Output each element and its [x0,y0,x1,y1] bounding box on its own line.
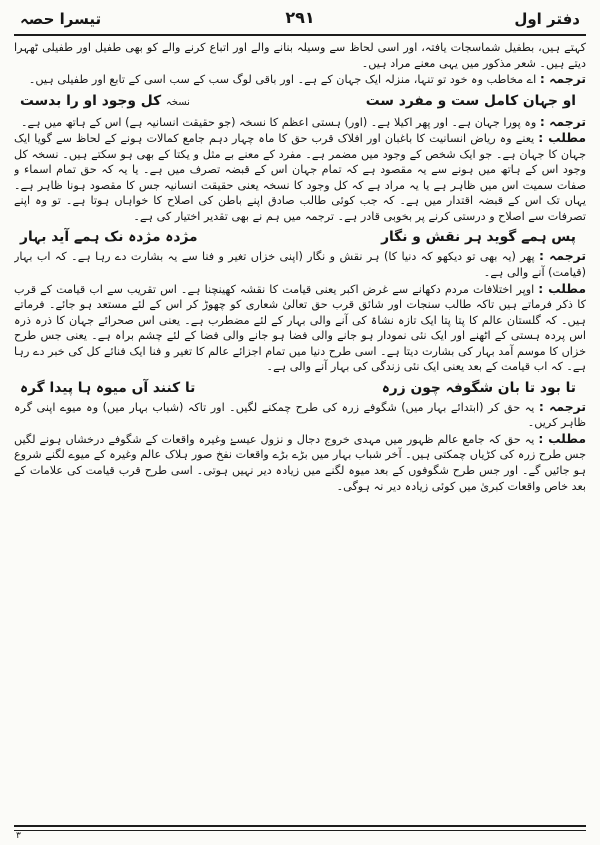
verse-first-hemistich: تا بود تا بان شگوفہ چون زرہ [381,379,576,396]
header-divider [14,34,586,36]
verse-second-text: مژدہ مژدہ نک ہمے آید بہار [20,229,198,246]
verse-second-hemistich [20,378,195,398]
commentary-paragraph [14,71,586,88]
verse-variant-note: نسخہ [165,96,190,108]
commentary-paragraph [14,399,586,431]
paragraph-text: یہ حق کہ جامع عالم ظہور میں مہدی خروج دجال و نزول عیسےٰ وغیرہ واقعات کے شگوفے درخشاں ہونے لگیں جس طرح زرہ کی کڑیاں چمکتی ہیں۔ آخر شباب بہار میں بڑے بڑے واقعات نفخ صور ہلاک عالم وغیرہ کے میوے لگنے شروع ہو جائیں گے۔ اور جس طرح شگوفوں کے بعد میوہ لگنے میں زیادہ دیر نہیں ہوتی۔ اسی طرح قرب قیامت کی علامات کے بعد خاص واقعات کبریٰ میں کوئی زیادہ دیر نہ ہوگی۔ [14,432,586,493]
paragraph-text: اوپر اختلافات مردم دکھانے سے غرض اکبر یعنی قیامت کا نقشہ کھینچنا ہے۔ اس تقریب سے اب قیامت کے قرب کا ذکر فرماتے ہیں تاکہ طالب سنجات اور شائق قرب حق تعالیٰ شعاری کو چھوڑ کر اس کے لئے مستعد ہو جائے۔ فرماتے ہیں۔ کہ گلستان عالم کا پتا پتا ایک تازہ نشاۃ کی آنے والی بہار کے لئے مضطرب ہے۔ یعنی اس صحرائے جہان کا ذرہ ذرہ اس پردہ ہستی کے اٹھنے اور ایک نئی نمودار ہو جانے والی فضا ہو جانے والی فضا کے لئے چشم براہ ہے۔ یعنی جس طرح خزاں کا موسم آمد بہار کی بشارت دیتا ہے۔ اسی طرح دنیا میں تمام اجزائے عالم کا تغیر و فنا ایک فنائے کل کی خبر دے رہا ہے۔ کہ اب قیامت کے بعد یعنی ایک نئی زندگی کی بہار آنے والی ہے۔ [14,282,586,374]
verse-second-text: کل وجود او را بدست [20,92,162,109]
verse-couplet [14,378,586,398]
section-title: تیسرا حصہ [20,10,102,28]
paragraph-text: وہ پورا جہان ہے۔ اور پھر اکیلا ہے۔ (اور) ہستی اعظم کا نسخہ (جو حقیقت انسانیہ ہے) اس کے ہاتھ میں ہے۔ [20,115,537,129]
paragraph-label: ترجمہ : [539,71,586,87]
paragraph-label: مطلب : [538,430,586,446]
verse-second-hemistich [20,91,194,113]
commentary-paragraph [14,114,586,131]
paragraph-label: ترجمہ : [539,248,586,264]
paragraph-label: مطلب : [538,130,586,146]
intro-paragraph [14,40,586,71]
page-number: ۲۹۱ [285,8,315,27]
footer-mark: ۳ [16,831,21,841]
paragraph-label: مطلب : [538,280,586,296]
commentary-paragraph [14,130,586,224]
verse-first-hemistich: پس ہمے گوید ہر نقش و نگار [381,229,576,246]
page-header [14,8,586,32]
page-footer [14,827,586,841]
paragraph-text: اے مخاطب وہ خود تو تنہا، منزلہ ایک جہان کے ہے۔ اور باقی لوگ سب کے سب اسی کے تابع اور طفیلی ہیں۔ [28,73,537,87]
verse-second-hemistich [20,227,198,247]
book-title: دفتر اول [514,10,580,28]
page-body [14,40,586,823]
commentary-paragraph [14,431,586,494]
book-page [14,0,586,845]
paragraph-text: یعنے وہ ریاض انسانیت کا باغبان اور افلاک قرب حق کا ماہ چہار دہم جامع کمالات ہونے کے لحاظ سے گویا ایک جہان کا جہان ہے۔ جو ایک شخص کے وجود میں مضمر ہے۔ مفرد کے معنے بے مثل و یکتا کے بھی ہو سکتے ہیں۔ نسخہ کل وجود اس کے ہاتھ میں ہونے سے یہ مقصود ہے کہ تمام جہان اس کے قبضہ تصرف میں ہے۔ یا یہ کہ حق تمام اسماء و صفات سمیت اس میں ظاہر ہے یا یہ مراد ہے کہ کل وجود کا نسخہ یعنی حقیقت انسانیہ جس کا مقصود ہونا ظاہر ہے۔ یہاں تک اس کے قبضہ اقتدار میں ہے۔ کہ جب کوئی طالب صادق اپنے باطن کی اصلاح کا خواہاں ہوتا ہے۔ تو وہ اپنے تصرفات سے اصلاح و درستی کرنے پر بخوبی قادر ہے۔ ترجمہ میں ہم نے بھی تقدیر اختیار کی ہے۔ [14,132,586,223]
commentary-paragraph [14,248,586,280]
verse-first-hemistich: او جہان کامل ست و مفرد ست [365,92,576,109]
commentary-paragraph [14,281,586,375]
paragraph-text: پھر (یہ بھی تو دیکھو کہ دنیا کا) ہر نقش و نگار (اپنی خزاں تغیر و فنا سے یہ بشارت دے رہا ہے۔ کہ اب بہار (قیامت) آنے والی ہے۔ [14,250,586,280]
paragraph-label: ترجمہ : [539,113,586,129]
verse-couplet [14,91,586,113]
verse-couplet [14,227,586,247]
verse-second-text: تا کنند آں میوہ ہا پیدا گرہ [20,379,196,396]
paragraph-text: کہتے ہیں، بطفیل شماسجات یافتہ، اور اسی لحاظ سے وسیلہ بنانے والے اور اتباع کرنے والے کو بھی طفیل اور طفیلی ٹھہرا دیتے ہیں۔ شعر مذکور میں یہی معنے مراد ہیں۔ [14,41,586,70]
paragraph-text: یہ حق کر (ابتدائے بہار میں) شگوفے زرہ کی طرح چمکنے لگیں۔ اور تاکہ (شباب بہار میں) وہ میوے اپنی گرہ ظاہر کریں۔ [14,400,586,430]
paragraph-label: ترجمہ : [538,398,586,414]
